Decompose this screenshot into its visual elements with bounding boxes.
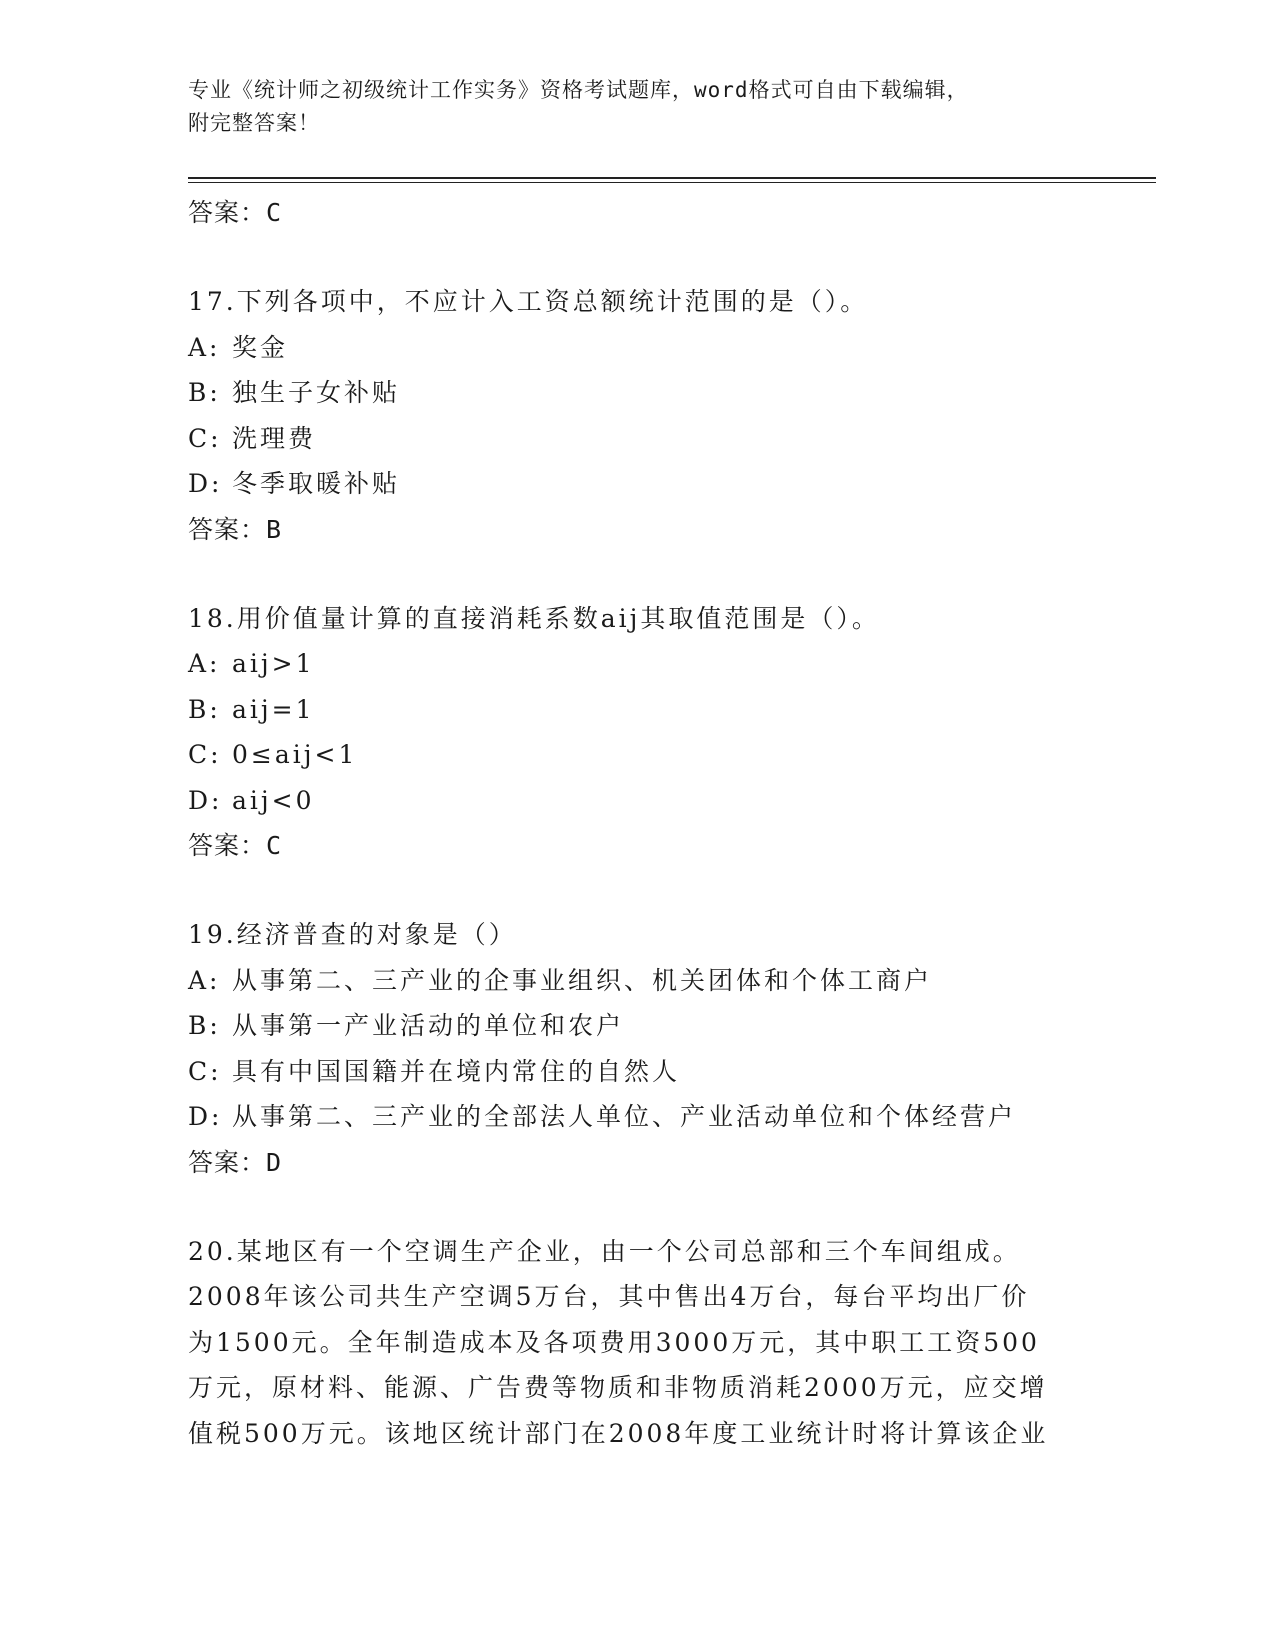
question-20-line-2: 2008年该公司共生产空调5万台，其中售出4万台，每台平均出厂价 <box>188 1282 1030 1311</box>
previous-answer: 答案：C <box>188 198 283 227</box>
option-key: B: <box>188 378 221 407</box>
question-stem: 17.下列各项中，不应计入工资总额统计范围的是（）。 <box>188 287 869 316</box>
option-text: 洗理费 <box>232 423 317 453</box>
option-c <box>188 416 1128 462</box>
option-key: C: <box>188 423 222 453</box>
question-stem: 18.用价值量计算的直接消耗系数aij其取值范围是（）。 <box>188 603 880 633</box>
option-key: C: <box>188 1056 222 1086</box>
option-text: aij<0 <box>232 785 315 815</box>
question-20-line-5: 值税500万元。该地区统计部门在2008年度工业统计时将计算该企业 <box>188 1418 1049 1448</box>
option-d <box>188 1094 1128 1140</box>
question-17 <box>188 279 1128 552</box>
option-key: D: <box>188 469 223 498</box>
option-text: aij>1 <box>232 649 315 678</box>
option-c <box>188 1049 1128 1095</box>
question-20-line-1: 20.某地区有一个空调生产企业，由一个公司总部和三个车间组成。 <box>188 1236 1021 1266</box>
option-text: aij=1 <box>232 694 315 724</box>
option-b <box>188 687 1128 733</box>
option-key: D: <box>188 785 223 815</box>
header-line-2: 附完整答案！ <box>188 111 320 135</box>
option-key: A: <box>188 649 221 678</box>
question-stem: 19.经济普查的对象是（） <box>188 920 517 949</box>
option-b <box>188 1003 1128 1049</box>
option-a <box>188 641 1128 687</box>
option-a <box>188 958 1128 1004</box>
option-text: 奖金 <box>232 332 289 362</box>
option-text: 具有中国国籍并在境内常住的自然人 <box>232 1056 681 1086</box>
question-20 <box>188 1229 1128 1457</box>
document-header <box>188 74 1068 140</box>
header-divider-thin <box>188 182 1156 183</box>
option-a <box>188 325 1128 371</box>
question-18 <box>188 596 1128 869</box>
option-text: 从事第二、三产业的企事业组织、机关团体和个体工商户 <box>232 965 933 995</box>
option-text: 0≤aij<1 <box>232 740 358 769</box>
answer: 答案：B <box>188 514 283 544</box>
option-d <box>188 461 1128 507</box>
option-text: 从事第一产业活动的单位和农户 <box>232 1011 625 1040</box>
option-key: D: <box>188 1102 223 1131</box>
question-20-line-3: 为1500元。全年制造成本及各项费用3000万元，其中职工工资500 <box>188 1327 1040 1357</box>
document-body <box>188 190 1128 1456</box>
option-key: A: <box>188 965 221 995</box>
answer: 答案：D <box>188 1147 283 1177</box>
option-text: 冬季取暖补贴 <box>232 469 401 498</box>
question-19 <box>188 912 1128 1185</box>
option-key: A: <box>188 332 221 362</box>
option-key: B: <box>188 1011 221 1040</box>
question-20-line-4: 万元，原材料、能源、广告费等物质和非物质消耗2000万元，应交增 <box>188 1373 1048 1402</box>
answer: 答案：C <box>188 831 283 860</box>
option-b <box>188 370 1128 416</box>
option-text: 独生子女补贴 <box>232 378 401 407</box>
option-d <box>188 778 1128 824</box>
option-text: 从事第二、三产业的全部法人单位、产业活动单位和个体经营户 <box>232 1102 1017 1131</box>
option-key: B: <box>188 694 221 724</box>
option-c <box>188 732 1128 778</box>
header-line-1: 专业《统计师之初级统计工作实务》资格考试题库，word格式可自由下载编辑， <box>188 78 969 102</box>
header-divider-thick <box>188 177 1156 179</box>
option-key: C: <box>188 740 222 769</box>
